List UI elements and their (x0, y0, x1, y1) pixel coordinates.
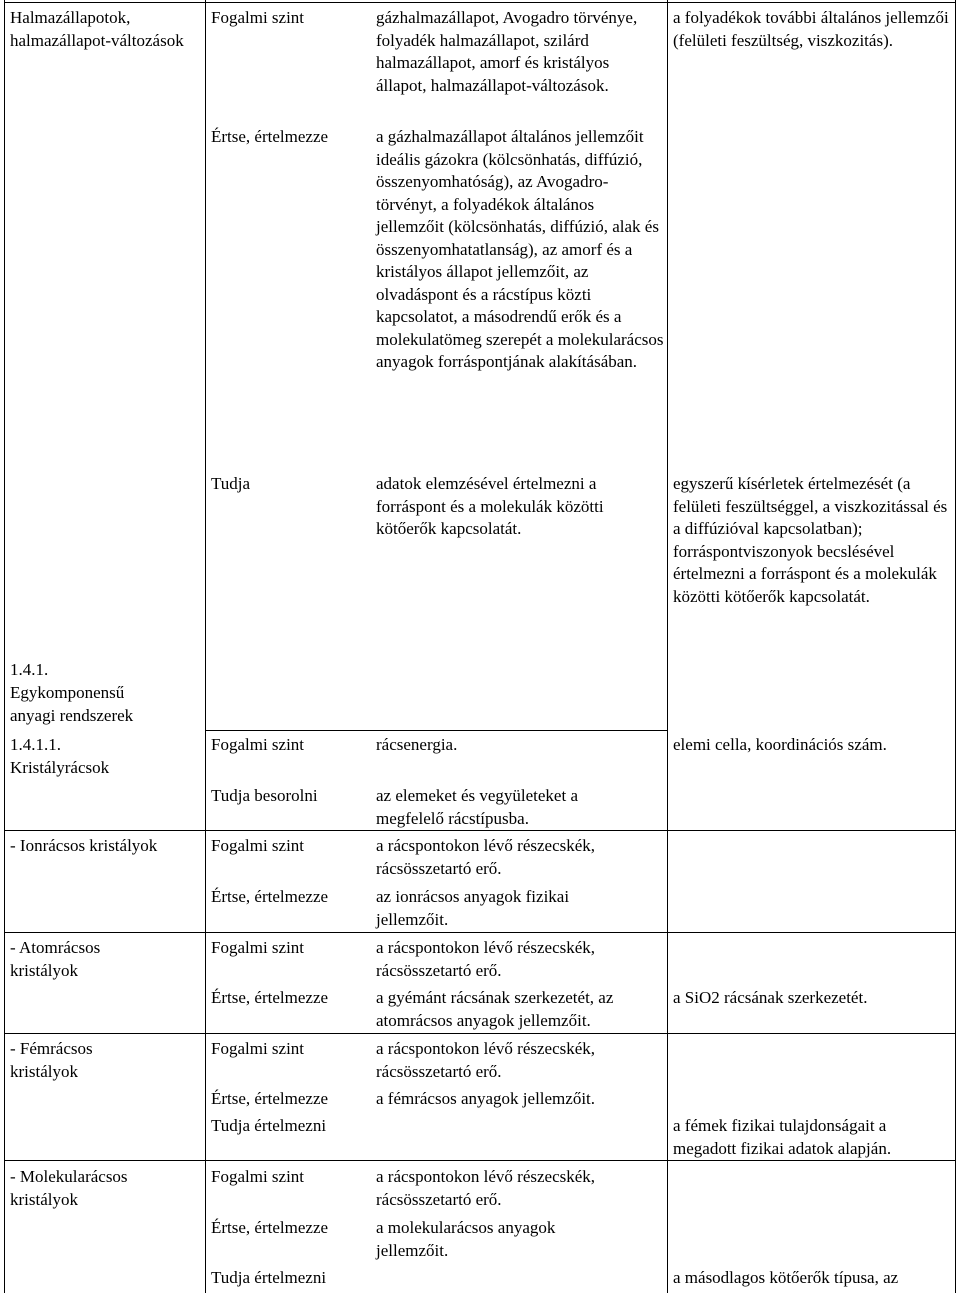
table-border-left (4, 0, 5, 1293)
table-divider-col3 (667, 0, 668, 1293)
atomic-crystals-label: - Atomrácsos kristályok (10, 938, 101, 980)
concepts-text: gázhalmazállapot, Avogadro törvénye, folyadék halmazállapot, szilárd halmazállapot, amorf és kristályos állapot, halmazállapot-változások. (376, 8, 638, 95)
level-label: Fogalmi szint (211, 8, 305, 27)
extended-know-text: a másodlagos kötőerők típusa, az (673, 1268, 899, 1287)
table-divider-col1 (205, 0, 206, 1293)
understand-text: a fémrácsos anyagok jellemzőit. (376, 1089, 596, 1108)
level-label: Fogalmi szint (211, 938, 305, 957)
concepts-text: a rácspontokon lévő részecskék, rácsösszetartó erő. (376, 1167, 596, 1209)
level-label: Fogalmi szint (211, 735, 305, 754)
level-label: Fogalmi szint (211, 836, 305, 855)
topic-heading: Halmazállapotok, halmazállapot-változások (10, 8, 184, 50)
extended-concepts-text: a folyadékok további általános jellemzői (felületi feszültség, viszkozitás). (673, 8, 949, 50)
level-label: Tudja (211, 474, 251, 493)
extended-know-text: a fémek fizikai tulajdonságait a megadott fizikai adatok alapján. (673, 1116, 892, 1158)
subsection-number: 1.4.1.1. (10, 735, 61, 754)
subsection-title: Kristályrácsok (10, 758, 110, 777)
know-text: adatok elemzésével értelmezni a forráspont és a molekulák közötti kötőerők kapcsolatát. (376, 474, 604, 538)
ionic-crystals-label: - Ionrácsos kristályok (10, 836, 158, 855)
molecular-crystals-label: - Molekularácsos kristályok (10, 1167, 128, 1209)
understand-text: a gyémánt rácsának szerkezetét, az atomrácsos anyagok jellemzőit. (376, 988, 614, 1030)
understand-text: az ionrácsos anyagok fizikai jellemzőit. (376, 887, 570, 929)
extended-know-text: egyszerű kísérletek értelmezését (a felületi feszültséggel, a viszkozitással és a diffúzióval kapcsolatban); forráspontviszonyok becslésével értelmezni a forráspont és a molekulák közötti kötőerők kapcsolatát. (673, 474, 948, 606)
understand-text: a molekularácsos anyagok jellemzőit. (376, 1218, 556, 1260)
concepts-text: rácsenergia. (376, 735, 458, 754)
level-label: Tudja besorolni (211, 786, 318, 805)
section-title: Egykomponensű anyagi rendszerek (10, 683, 134, 725)
level-label: Értse, értelmezze (211, 887, 329, 906)
concepts-text: a rácspontokon lévő részecskék, rácsösszetartó erő. (376, 836, 596, 878)
section-number: 1.4.1. (10, 660, 49, 679)
level-label: Fogalmi szint (211, 1039, 305, 1058)
row-divider (4, 830, 956, 831)
level-label: Tudja értelmezni (211, 1116, 327, 1135)
understand-text: a gázhalmazállapot általános jellemzőit ideális gázokra (kölcsönhatás, diffúzió, összenyomhatóság), az Avogadro-törvényt, a folyadékok általános jellemzőit (kölcsönhatás, diffúzió, alak és összenyomhatatlanság), az amorf és a kristályos állapot jellemzőit, az olvadáspont és a rácstípus közti kapcsolatot, a másodrendű erők és a molekulatömeg szerepét a molekularácsos anyagok forráspontjának alakításában. (376, 127, 664, 371)
row-divider (4, 932, 956, 933)
classify-text: az elemeket és vegyületeket a megfelelő rácstípusba. (376, 786, 578, 828)
table-border-right (955, 0, 956, 1293)
extended-concepts-text: elemi cella, koordinációs szám. (673, 735, 887, 754)
metallic-crystals-label: - Fémrácsos kristályok (10, 1039, 93, 1081)
level-label: Értse, értelmezze (211, 1089, 329, 1108)
row-divider (205, 730, 668, 731)
level-label: Értse, értelmezze (211, 127, 329, 146)
level-label: Fogalmi szint (211, 1167, 305, 1186)
level-label: Értse, értelmezze (211, 988, 329, 1007)
row-divider (4, 1160, 956, 1161)
row-divider (4, 1033, 956, 1034)
concepts-text: a rácspontokon lévő részecskék, rácsösszetartó erő. (376, 938, 596, 980)
concepts-text: a rácspontokon lévő részecskék, rácsösszetartó erő. (376, 1039, 596, 1081)
level-label: Értse, értelmezze (211, 1218, 329, 1237)
level-label: Tudja értelmezni (211, 1268, 327, 1287)
extended-understand-text: a SiO2 rácsának szerkezetét. (673, 988, 868, 1007)
table-border-top (4, 2, 956, 3)
